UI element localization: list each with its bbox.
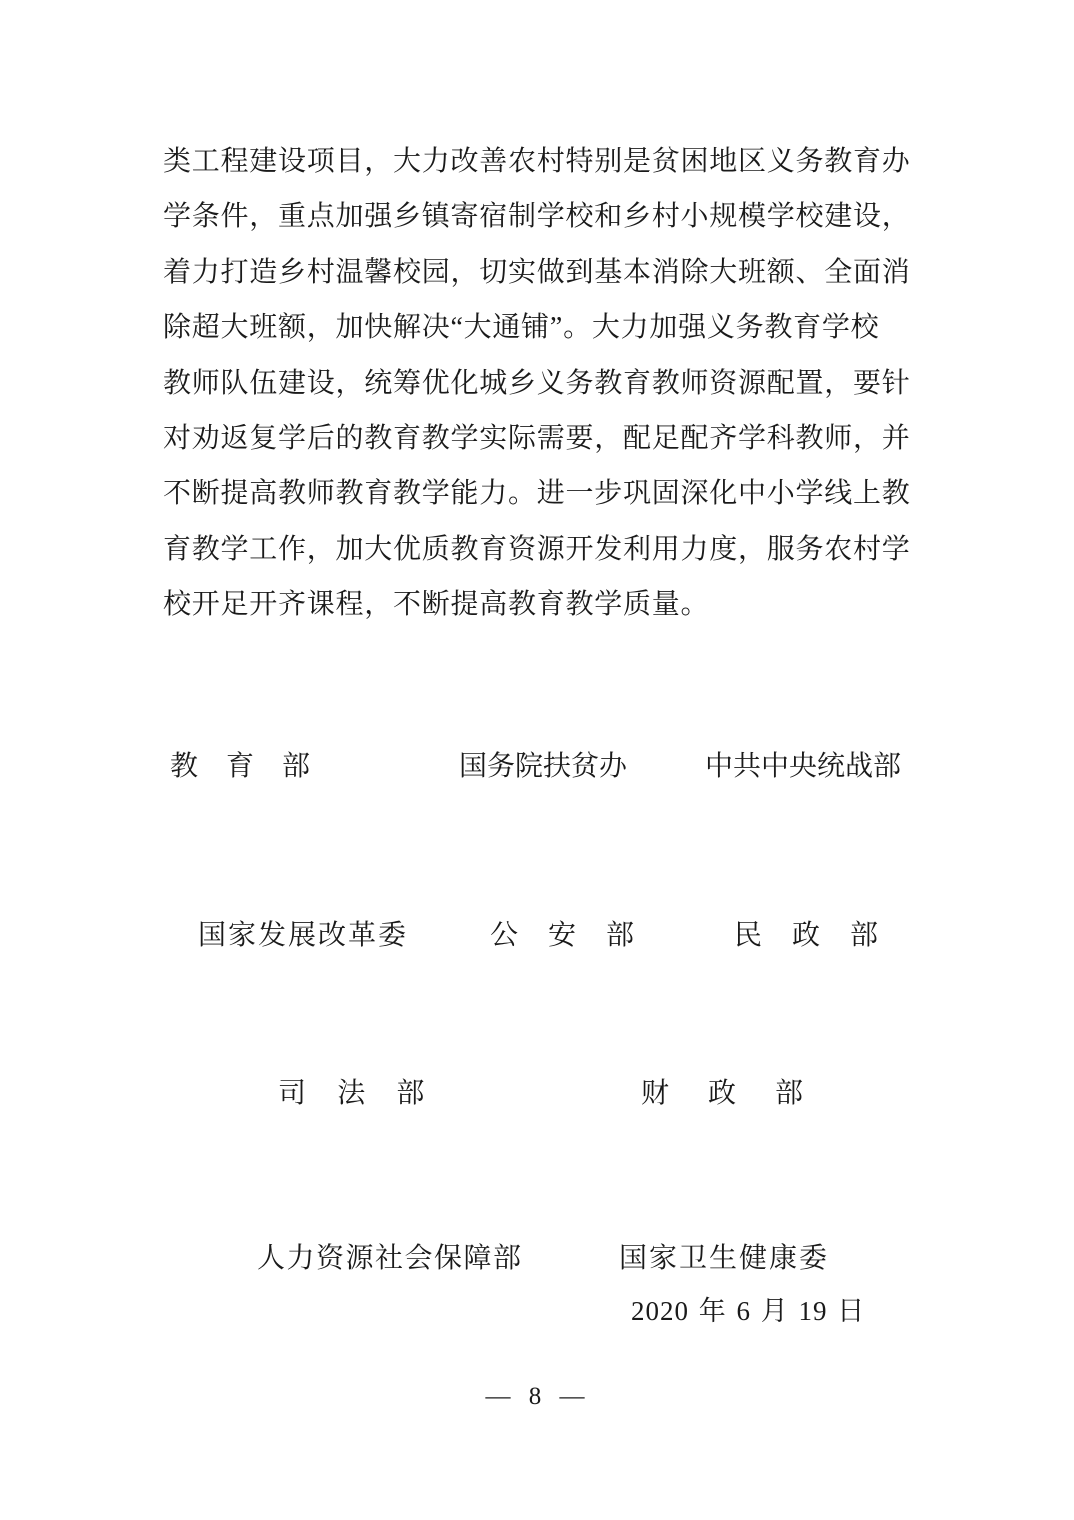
body-paragraph [163, 134, 915, 633]
signatory-ministry-of-human-resources-social-security: 人力资源社会保障部 [257, 1243, 523, 1274]
paragraph-line: 类工程建设项目，大力改善农村特别是贫困地区义务教育办 [163, 146, 911, 177]
signatory-ministry-of-public-security: 公 安 部 [490, 920, 636, 951]
page-number: — 8 — [485, 1383, 589, 1410]
signatory-state-council-poverty-alleviation-office: 国务院扶贫办 [459, 751, 628, 782]
paragraph-line: 除超大班额，加快解决“大通铺”。大力加强义务教育学校 [163, 312, 880, 344]
signatory-ministry-of-civil-affairs: 民 政 部 [734, 920, 880, 951]
paragraph-line: 着力打造乡村温馨校园，切实做到基本消除大班额、全面消 [163, 256, 911, 288]
paragraph-line: 不断提高教师教育教学能力。进一步巩固深化中小学线上教 [163, 478, 911, 510]
paragraph-line: 教师队伍建设，统筹优化城乡义务教育教师资源配置，要针 [163, 367, 911, 399]
paragraph-line: 对劝返复学后的教育教学实际需要，配足配齐学科教师，并 [163, 423, 911, 455]
paragraph-line: 校开足开齐课程，不断提高教育教学质量。 [163, 589, 710, 621]
paragraph-line: 育教学工作，加大优质教育资源开发利用力度，服务农村学 [163, 533, 911, 565]
signatory-ministry-of-education: 教 育 部 [170, 751, 311, 782]
paragraph-line: 学条件，重点加强乡镇寄宿制学校和乡村小规模学校建设， [163, 201, 911, 233]
signatory-national-development-reform-commission: 国家发展改革委 [198, 920, 409, 951]
signatory-ministry-of-finance: 财 政 部 [641, 1078, 809, 1109]
signatory-national-health-commission: 国家卫生健康委 [619, 1243, 830, 1274]
issue-date: 2020 年 6 月 19 日 [631, 1296, 866, 1326]
signatory-united-front-work-department: 中共中央统战部 [705, 751, 902, 782]
signatory-ministry-of-justice: 司 法 部 [278, 1078, 427, 1109]
